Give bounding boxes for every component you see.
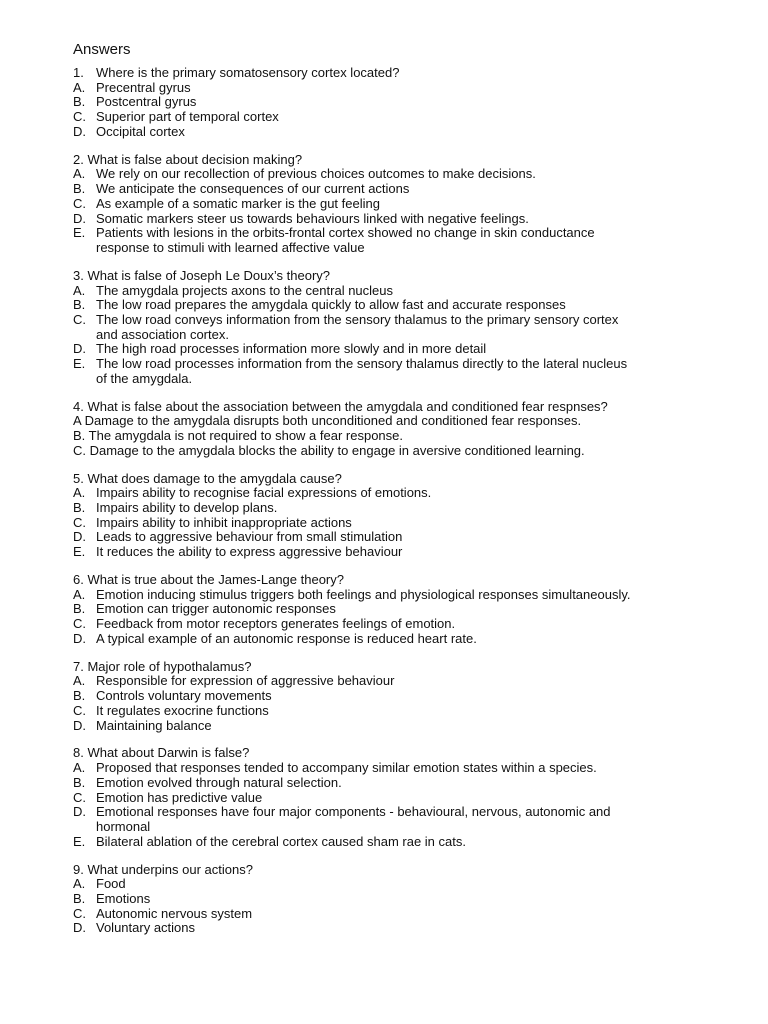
option-text: We anticipate the consequences of our current actions (96, 181, 410, 197)
question-stem: 3. What is false of Joseph Le Doux’s theory? (73, 267, 331, 283)
question-stem: 2. What is false about decision making? (73, 151, 303, 167)
option-letter: A. (73, 673, 86, 689)
option-text: As example of a somatic marker is the gut feeling (96, 195, 380, 211)
answer-option (73, 298, 753, 313)
answer-option (73, 313, 753, 328)
option-text: Voluntary actions (96, 920, 196, 936)
answer-option (73, 877, 753, 892)
option-letter: C. (73, 311, 86, 327)
option-text: Emotion can trigger autonomic responses (96, 601, 336, 617)
option-letter: B. (73, 500, 86, 516)
option-text: Impairs ability to inhibit inappropriate actions (96, 514, 352, 530)
answer-option (73, 226, 753, 241)
answer-option (73, 545, 753, 560)
option-text: Occipital cortex (96, 123, 185, 139)
answer-option (73, 81, 753, 96)
answer-option-continuation (73, 328, 753, 343)
question-stem: 6. What is true about the James-Lange theory? (73, 572, 344, 588)
option-text: response to stimuli with learned affective value (96, 239, 365, 255)
answer-option (73, 689, 753, 704)
option-letter: D. (73, 529, 86, 545)
option-text: It regulates exocrine functions (96, 702, 269, 718)
option-text: The low road processes information from the sensory thalamus directly to the lateral nucleus (96, 356, 628, 372)
option-letter: D. (73, 717, 86, 733)
question-stem: 5. What does damage to the amygdala cause? (73, 470, 342, 486)
answer-option: A Damage to the amygdala disrupts both unconditioned and conditioned fear responses. (73, 413, 582, 429)
answer-option: B. The amygdala is not required to show a fear response. (73, 428, 404, 444)
option-text: Patients with lesions in the orbits-frontal cortex showed no change in skin conductance (96, 225, 595, 241)
answer-option (73, 892, 753, 907)
option-letter: B. (73, 297, 86, 313)
answer-option (73, 212, 753, 227)
page-title: Answers (73, 41, 131, 58)
answer-option (73, 632, 753, 647)
option-text: hormonal (96, 818, 151, 834)
question-stem: Where is the primary somatosensory cortex located? (96, 65, 400, 80)
option-letter: D. (73, 804, 86, 820)
question-text (73, 573, 753, 588)
option-text: Superior part of temporal cortex (96, 109, 279, 125)
option-letter: B. (73, 181, 86, 197)
option-text: Responsible for expression of aggressive behaviour (96, 673, 395, 689)
option-letter: A. (73, 79, 86, 95)
answer-option (73, 516, 753, 531)
question-text (73, 66, 753, 81)
answer-option (73, 125, 753, 140)
question-text (73, 746, 753, 761)
answer-option (73, 530, 753, 545)
answer-option (73, 501, 753, 516)
option-text: The low road conveys information from the sensory thalamus to the primary sensory cortex (96, 311, 619, 327)
question-text (73, 153, 753, 168)
answer-option (73, 602, 753, 617)
answer-option-continuation (73, 241, 753, 256)
option-letter: D. (73, 210, 86, 226)
answer-option: C. Damage to the amygdala blocks the ability to engage in aversive conditioned learning. (73, 442, 585, 458)
option-letter: E. (73, 225, 86, 241)
question-text (73, 863, 753, 878)
answer-option (73, 805, 753, 820)
answer-option (73, 182, 753, 197)
option-text: Autonomic nervous system (96, 905, 253, 921)
answer-option (73, 342, 753, 357)
question-stem: 7. Major role of hypothalamus? (73, 658, 252, 674)
answer-option (73, 719, 753, 734)
answer-option (73, 617, 753, 632)
option-letter: A. (73, 760, 86, 776)
option-letter: A. (73, 485, 86, 501)
option-letter: E. (73, 544, 86, 560)
question-block (73, 153, 753, 256)
answer-option-continuation (73, 372, 753, 387)
option-text: of the amygdala. (96, 370, 193, 386)
option-text: Bilateral ablation of the cerebral cortex caused sham rae in cats. (96, 833, 466, 849)
option-letter: C. (73, 195, 86, 211)
option-letter: A. (73, 166, 86, 182)
question-list (73, 66, 753, 949)
question-block (73, 573, 753, 647)
option-letter: B. (73, 601, 86, 617)
question-stem: 9. What underpins our actions? (73, 861, 253, 877)
option-letter: D. (73, 341, 86, 357)
option-text: Food (96, 876, 126, 892)
option-letter: A. (73, 876, 86, 892)
option-text: The amygdala projects axons to the central nucleus (96, 282, 394, 298)
question-number: 1. (73, 65, 84, 80)
option-letter: B. (73, 774, 86, 790)
question-text (73, 400, 753, 415)
option-letter: A. (73, 586, 86, 602)
option-text: It reduces the ability to express aggressive behaviour (96, 544, 403, 560)
option-text: A typical example of an autonomic response is reduced heart rate. (96, 630, 477, 646)
option-letter: C. (73, 616, 86, 632)
option-text: We rely on our recollection of previous choices outcomes to make decisions. (96, 166, 536, 182)
question-text (73, 472, 753, 487)
question-block (73, 269, 753, 387)
question-block (73, 66, 753, 140)
answer-option (73, 835, 753, 850)
answer-option (73, 95, 753, 110)
option-letter: C. (73, 905, 86, 921)
option-text: Leads to aggressive behaviour from small stimulation (96, 529, 403, 545)
option-text: Postcentral gyrus (96, 94, 197, 110)
option-text: The low road prepares the amygdala quickly to allow fast and accurate responses (96, 297, 566, 313)
option-text: Feedback from motor receptors generates feelings of emotion. (96, 616, 456, 632)
question-block (73, 863, 753, 937)
option-letter: C. (73, 789, 86, 805)
answer-option (73, 761, 753, 776)
option-text: Somatic markers steer us towards behaviours linked with negative feelings. (96, 210, 529, 226)
option-letter: C. (73, 109, 86, 125)
question-block (73, 746, 753, 849)
answer-option (73, 674, 753, 689)
answer-option (73, 486, 753, 501)
answer-option (73, 907, 753, 922)
option-text: and association cortex. (96, 326, 229, 342)
question-stem: 4. What is false about the association between the amygdala and conditioned fear respnses? (73, 398, 608, 414)
option-text: Controls voluntary movements (96, 688, 272, 704)
question-stem: 8. What about Darwin is false? (73, 745, 250, 761)
option-letter: D. (73, 920, 86, 936)
option-letter: D. (73, 630, 86, 646)
option-letter: C. (73, 514, 86, 530)
option-text: Emotions (96, 890, 151, 906)
answer-option-continuation (73, 820, 753, 835)
option-text: Emotion inducing stimulus triggers both feelings and physiological responses simultaneously. (96, 586, 631, 602)
question-text (73, 269, 753, 284)
answer-option (73, 791, 753, 806)
option-text: Maintaining balance (96, 717, 212, 733)
answer-option (73, 167, 753, 182)
option-letter: B. (73, 890, 86, 906)
answer-option (73, 110, 753, 125)
answer-option (73, 588, 753, 603)
option-letter: E. (73, 833, 86, 849)
option-letter: D. (73, 123, 86, 139)
option-text: Precentral gyrus (96, 79, 191, 95)
answer-option (73, 704, 753, 719)
option-text: Impairs ability to develop plans. (96, 500, 278, 516)
answer-option (73, 921, 753, 936)
option-text: Proposed that responses tended to accompany similar emotion states within a species. (96, 760, 597, 776)
option-text: Emotional responses have four major components - behavioural, nervous, autonomic and (96, 804, 611, 820)
option-text: The high road processes information more slowly and in more detail (96, 341, 487, 357)
answer-option (73, 284, 753, 299)
option-text: Emotion has predictive value (96, 789, 263, 805)
question-block (73, 472, 753, 560)
option-text: Impairs ability to recognise facial expressions of emotions. (96, 485, 432, 501)
option-letter: A. (73, 282, 86, 298)
answer-option (73, 357, 753, 372)
answer-option (73, 776, 753, 791)
question-block (73, 660, 753, 734)
answer-option (73, 197, 753, 212)
option-letter: B. (73, 688, 86, 704)
option-letter: C. (73, 702, 86, 718)
question-block (73, 400, 753, 459)
question-text (73, 660, 753, 675)
option-text: Emotion evolved through natural selection. (96, 774, 342, 790)
option-letter: E. (73, 356, 86, 372)
option-letter: B. (73, 94, 86, 110)
